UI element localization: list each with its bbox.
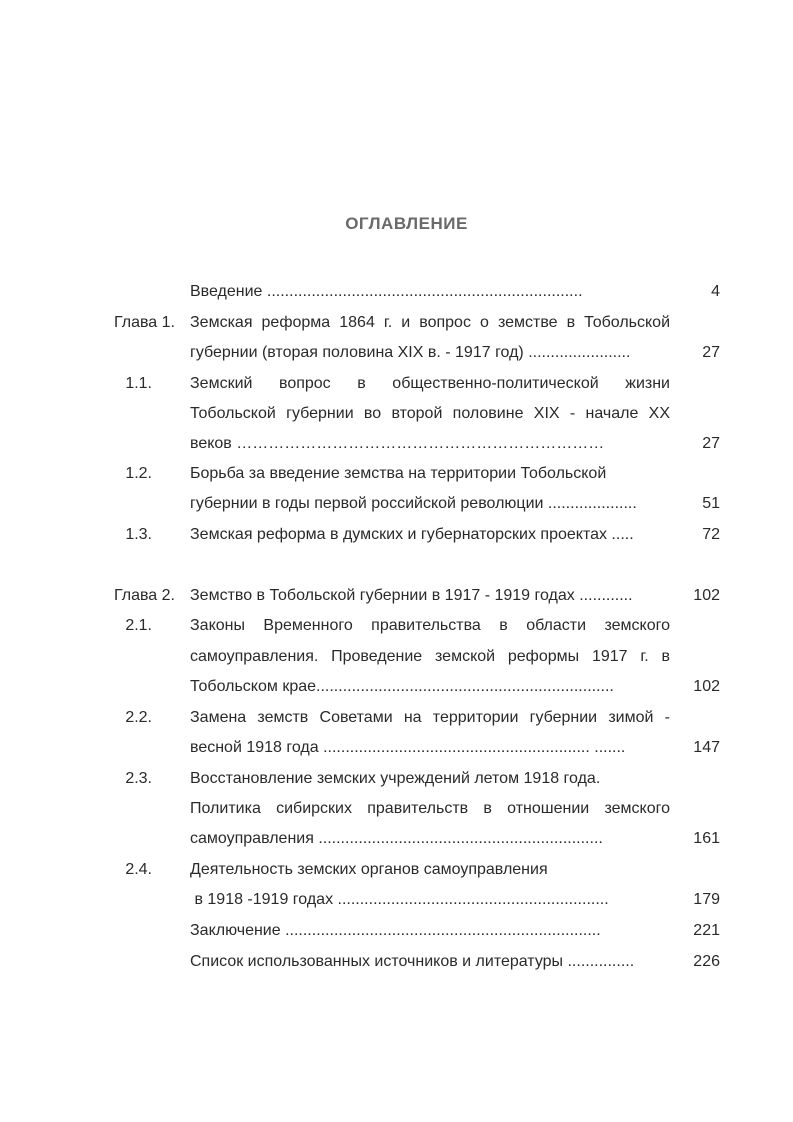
toc-entry-text: Замена земств Советами на территории губернии зимой - bbox=[190, 709, 670, 726]
toc-entry-label: 2.3. bbox=[125, 770, 152, 787]
toc-entry-text: самоуправления. Проведение земской реформы 1917 г. в bbox=[190, 648, 670, 665]
toc-entry-text: самоуправления ................................................................ bbox=[190, 830, 603, 847]
toc-entry-text: Законы Временного правительства в области земского bbox=[190, 617, 670, 634]
toc-entry-label: 2.4. bbox=[125, 861, 152, 878]
toc-entry-text: веков …………………………………………………………… bbox=[190, 435, 605, 452]
toc-page-number: 221 bbox=[693, 922, 720, 939]
toc-page-number: 102 bbox=[693, 587, 720, 604]
toc-entry-label: 1.2. bbox=[125, 465, 152, 482]
toc-entry-label: 2.2. bbox=[125, 709, 152, 726]
toc-entry-text: Земская реформа в думских и губернаторских проектах ..... bbox=[190, 526, 634, 543]
toc-entry-text: Деятельность земских органов самоуправления bbox=[190, 861, 548, 878]
toc-entry-label: 2.1. bbox=[125, 617, 152, 634]
toc-entry-text: Введение ....................................................................... bbox=[190, 283, 583, 300]
toc-entry-text: Политика сибирских правительств в отношении земского bbox=[190, 800, 670, 817]
toc-entry-text: Земская реформа 1864 г. и вопрос о земстве в Тобольской bbox=[190, 314, 670, 331]
toc-entry-label: Глава 1. bbox=[113, 314, 175, 331]
toc-entry-text: Тобольской губернии во второй половине XIX - начале XX bbox=[190, 405, 670, 422]
toc-page-number: 27 bbox=[702, 344, 720, 361]
toc-page-number: 4 bbox=[711, 283, 720, 300]
toc-entry-text: Восстановление земских учреждений летом 1918 года. bbox=[190, 770, 601, 787]
toc-page-number: 161 bbox=[693, 830, 720, 847]
toc-entry-text: губернии (вторая половина XIX в. - 1917 год) ....................... bbox=[190, 344, 631, 361]
toc-entry-text: Заключение ....................................................................... bbox=[190, 922, 601, 939]
toc-page-number: 226 bbox=[693, 953, 720, 970]
toc-page-number: 179 bbox=[693, 891, 720, 908]
toc-entry-text: Тобольском крае................................................................... bbox=[190, 678, 614, 695]
toc-entry-label: 1.1. bbox=[125, 375, 152, 392]
toc-entry-label: 1.3. bbox=[125, 526, 152, 543]
toc-entry-text: Список использованных источников и литературы ............... bbox=[190, 953, 635, 970]
toc-entry-text: в 1918 -1919 годах ............................................................. bbox=[190, 891, 609, 908]
toc-title: ОГЛАВЛЕНИЕ bbox=[345, 214, 468, 233]
toc-page-number: 102 bbox=[693, 678, 720, 695]
toc-entry-text: губернии в годы первой российской революции .................... bbox=[190, 495, 637, 512]
toc-page-number: 51 bbox=[702, 495, 720, 512]
toc-entry-text: Земский вопрос в общественно-политической жизни bbox=[190, 375, 670, 392]
toc-entry-text: Борьба за введение земства на территории Тобольской bbox=[190, 465, 607, 482]
toc-entry-text: весной 1918 года ............................................................ ....... bbox=[190, 739, 626, 756]
toc-page-number: 147 bbox=[693, 739, 720, 756]
toc-entry-label: Глава 2. bbox=[113, 587, 175, 604]
toc-page-number: 27 bbox=[702, 435, 720, 452]
toc-page-number: 72 bbox=[702, 526, 720, 543]
toc-entry-text: Земство в Тобольской губернии в 1917 - 1919 годах ............ bbox=[190, 587, 633, 604]
